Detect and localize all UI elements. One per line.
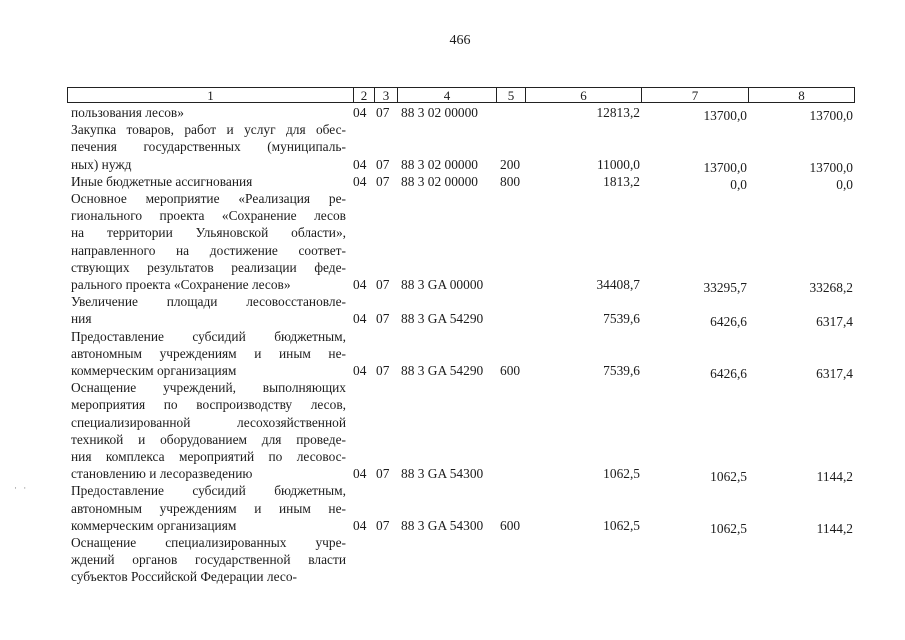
description-line: ных) нужд: [71, 156, 132, 172]
cell-c6: 1062,5: [603, 466, 640, 482]
cell-c4: 88 3 GA 00000: [401, 277, 484, 292]
row-description: [71, 328, 346, 380]
cell-c4: 88 3 GA 54290: [401, 362, 484, 378]
cell-c8: 1144,2: [816, 520, 853, 536]
cell-c3: 07: [376, 362, 390, 378]
cell-c3: 07: [376, 311, 390, 327]
cell-c4: 88 3 GA 54300: [401, 517, 484, 533]
description-line: пользования лесов»: [71, 105, 184, 120]
cell-c2: 04: [353, 362, 367, 378]
cell-c4: 88 3 GA 54290: [401, 311, 484, 327]
cell-c3: 07: [376, 517, 390, 533]
description-line: направленного на достижение соответ-: [71, 242, 346, 258]
description-line: Предоставление субсидий бюджетным,: [71, 483, 346, 499]
cell-c7: 0,0: [730, 176, 747, 192]
description-line: ствующих результатов реализации феде-: [71, 259, 346, 275]
row-description: [71, 379, 346, 482]
cell-c2: 04: [353, 517, 367, 533]
cell-c7: 33295,7: [703, 280, 747, 295]
cell-c3: 07: [376, 105, 390, 120]
row-description: [71, 190, 346, 293]
cell-c5: 800: [500, 173, 521, 189]
cell-c8: 33268,2: [809, 280, 853, 295]
cell-c7: 6426,6: [710, 365, 747, 381]
cell-c3: 07: [376, 156, 390, 172]
description-line: специализированной лесохозяйственной: [71, 414, 346, 430]
cell-c6: 12813,2: [596, 105, 640, 120]
cell-c2: 04: [353, 466, 367, 482]
cell-c2: 04: [353, 156, 367, 172]
cell-c3: 07: [376, 277, 390, 292]
cell-c7: 1062,5: [710, 520, 747, 536]
cell-c4: 88 3 02 00000: [401, 173, 478, 189]
cell-c6: 11000,0: [596, 156, 640, 172]
cell-c2: 04: [353, 277, 367, 292]
description-line: ния: [71, 311, 92, 327]
description-line: мероприятия по воспроизводству лесов,: [71, 397, 346, 413]
header-col-1: 1: [207, 88, 214, 103]
cell-c7: 13700,0: [703, 159, 747, 175]
cell-c8: 0,0: [836, 176, 853, 192]
description-line: Увеличение площади лесовосстановле-: [71, 294, 346, 310]
cell-c6: 1813,2: [603, 173, 640, 189]
header-col-3: 3: [374, 88, 397, 103]
header-col-2: 2: [353, 88, 374, 103]
cell-c6: 7539,6: [603, 362, 640, 378]
cell-c2: 04: [353, 105, 367, 120]
description-line: Закупка товаров, работ и услуг для обес-: [71, 122, 346, 138]
cell-c4: 88 3 GA 54300: [401, 466, 484, 482]
cell-c7: 13700,0: [703, 108, 747, 123]
row-description: [71, 121, 346, 173]
description-line: техникой и оборудованием для проведе-: [71, 431, 346, 447]
header-col-5: 5: [496, 88, 525, 103]
cell-c3: 07: [376, 173, 390, 189]
description-line: субъектов Российской Федерации лесо-: [71, 569, 297, 585]
cell-c7: 1062,5: [710, 469, 747, 485]
cell-c2: 04: [353, 173, 367, 189]
cell-c5: 600: [500, 517, 521, 533]
scan-speck: · ·: [14, 483, 29, 493]
row-description: [71, 293, 346, 327]
cell-c6: 1062,5: [603, 517, 640, 533]
cell-c2: 04: [353, 311, 367, 327]
table-header: [67, 87, 855, 103]
cell-c4: 88 3 02 00000: [401, 156, 478, 172]
cell-c8: 6317,4: [816, 314, 853, 330]
description-line: печения государственных (муниципаль-: [71, 139, 346, 155]
description-line: Основное мероприятие «Реализация ре-: [71, 191, 346, 206]
description-line: коммерческим организациям: [71, 517, 237, 533]
description-line: автономным учреждениям и иным не-: [71, 500, 346, 516]
description-line: коммерческим организациям: [71, 363, 237, 378]
cell-c8: 6317,4: [816, 365, 853, 381]
cell-c8: 1144,2: [816, 469, 853, 485]
page-number: 466: [449, 33, 471, 48]
header-col-4: 4: [397, 88, 496, 103]
row-description: [71, 104, 346, 121]
description-line: ждений органов государственной власти: [71, 552, 346, 568]
cell-c8: 13700,0: [809, 159, 853, 175]
description-line: гионального проекта «Сохранение лесов: [71, 208, 346, 224]
cell-c7: 6426,6: [710, 314, 747, 330]
row-description: [71, 482, 346, 534]
description-line: на территории Ульяновской области»,: [71, 225, 346, 241]
row-description: [71, 173, 346, 190]
description-line: Оснащение специализированных учре-: [71, 535, 346, 550]
description-line: рального проекта «Сохранение лесов»: [71, 277, 291, 293]
description-line: Иные бюджетные ассигнования: [71, 173, 253, 189]
description-line: автономным учреждениям и иным не-: [71, 345, 346, 361]
cell-c3: 07: [376, 466, 390, 482]
cell-c6: 34408,7: [596, 277, 640, 292]
description-line: становлению и лесоразведению: [71, 466, 253, 482]
cell-c4: 88 3 02 00000: [401, 105, 478, 120]
cell-c5: 600: [500, 362, 521, 378]
cell-c8: 13700,0: [809, 108, 853, 123]
description-line: Оснащение учреждений, выполняющих: [71, 380, 346, 396]
header-col-7: 7: [641, 88, 748, 103]
cell-c5: 200: [500, 156, 521, 172]
description-line: Предоставление субсидий бюджетным,: [71, 328, 346, 344]
header-col-6: 6: [525, 88, 641, 103]
cell-c6: 7539,6: [603, 311, 640, 327]
description-line: ния комплекса мероприятий по лесовос-: [71, 449, 346, 464]
row-description: [71, 534, 346, 586]
header-col-8: 8: [748, 88, 854, 103]
